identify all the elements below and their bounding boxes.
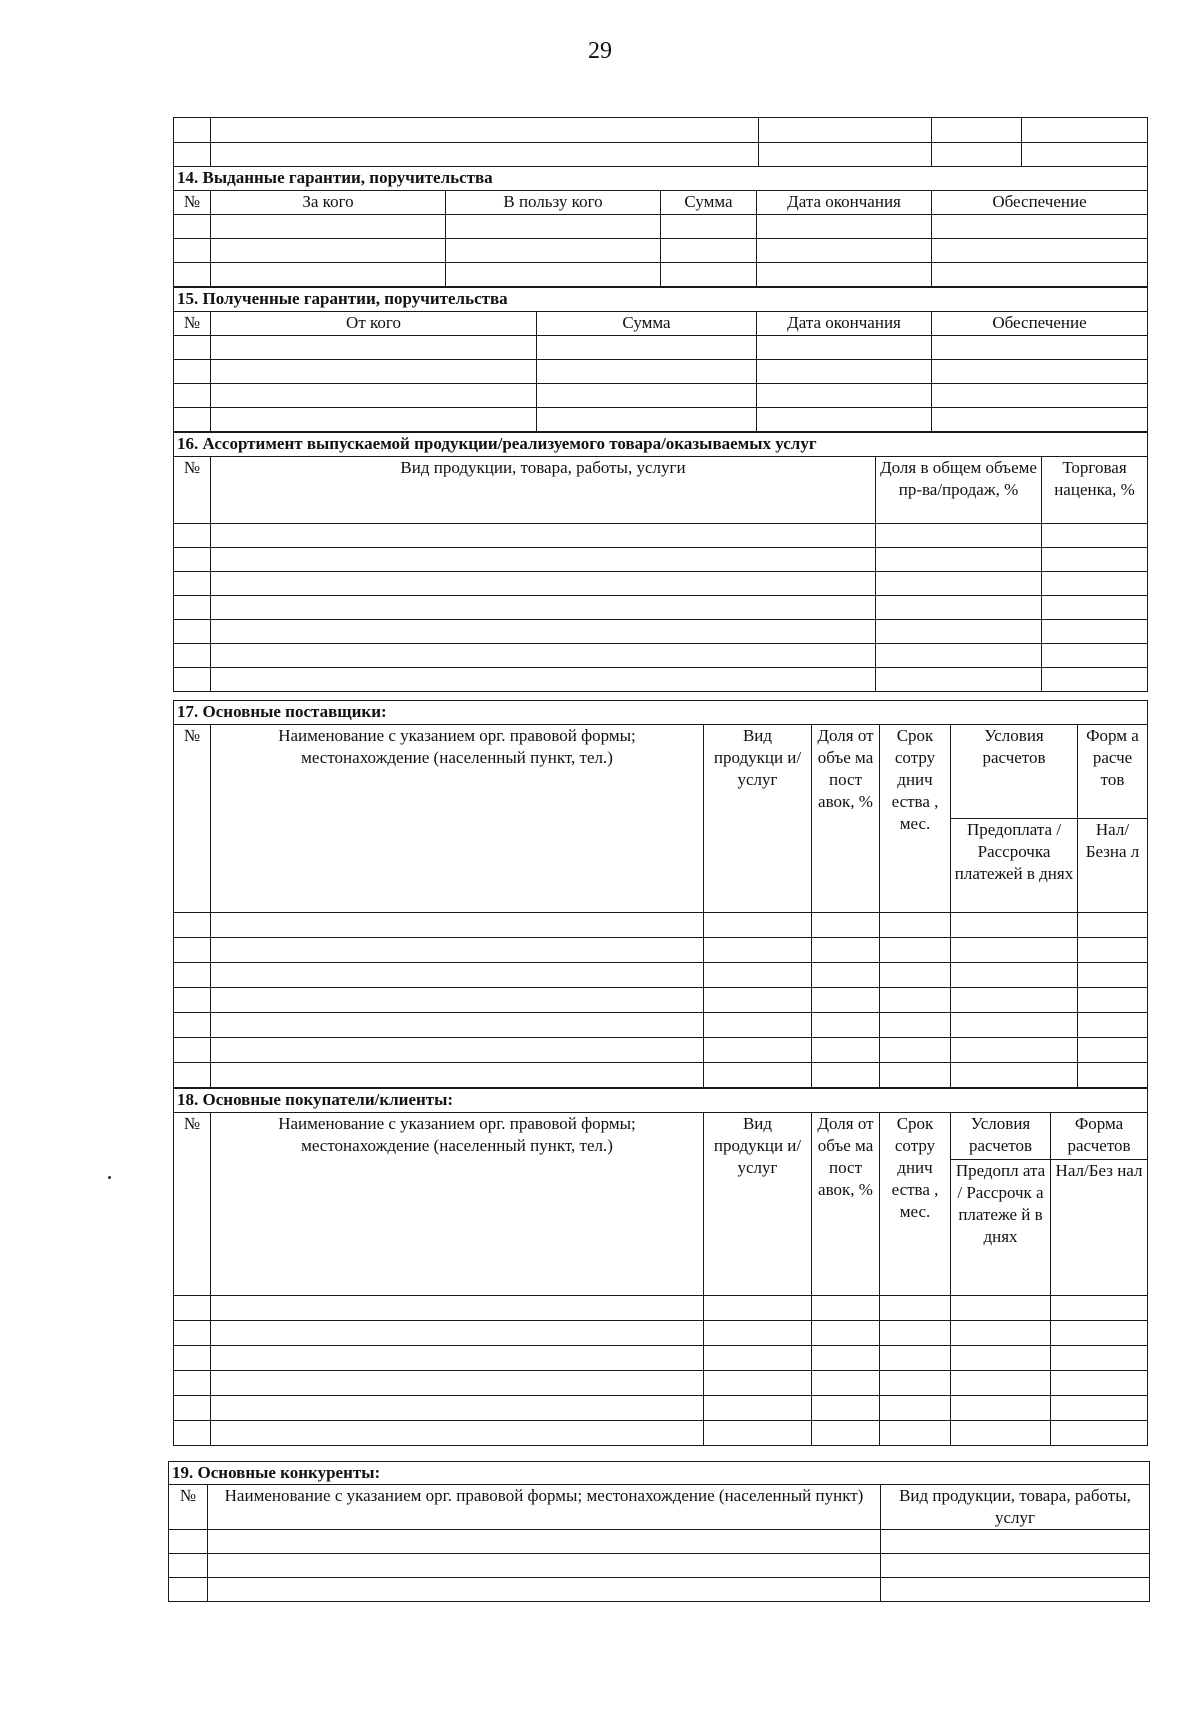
table-cell[interactable] bbox=[174, 1371, 211, 1396]
column-header-share: Доля от объе ма пост авок, % bbox=[812, 1113, 880, 1296]
table-cell[interactable] bbox=[880, 1063, 951, 1088]
column-header-num: № bbox=[169, 1485, 208, 1530]
table-cell[interactable] bbox=[446, 263, 661, 287]
column-header-prepay: Предопл ата / Рассрочк а платеже й в днях bbox=[951, 1160, 1051, 1296]
table-cell[interactable] bbox=[211, 360, 537, 384]
table-cell bbox=[174, 118, 211, 143]
column-header-amount: Сумма bbox=[537, 312, 757, 336]
table-cell[interactable] bbox=[1078, 988, 1148, 1013]
table-cell[interactable] bbox=[211, 384, 537, 408]
table-cell[interactable] bbox=[880, 1038, 951, 1063]
table-cell[interactable] bbox=[951, 913, 1078, 938]
table-cell[interactable] bbox=[1051, 1421, 1148, 1446]
table-cell[interactable] bbox=[208, 1530, 881, 1554]
table-cell[interactable] bbox=[1078, 1038, 1148, 1063]
table-cell[interactable] bbox=[211, 1421, 704, 1446]
column-header-num: № bbox=[174, 312, 211, 336]
column-header-num: № bbox=[174, 1113, 211, 1296]
column-header-type: Вид продукци и/услуг bbox=[704, 1113, 812, 1296]
table-cell[interactable] bbox=[951, 938, 1078, 963]
table-cell[interactable] bbox=[876, 548, 1042, 572]
table-cell[interactable] bbox=[757, 215, 932, 239]
section-18-title: 18. Основные покупатели/клиенты: bbox=[174, 1089, 1148, 1113]
table-cell[interactable] bbox=[880, 1346, 951, 1371]
section-14-table bbox=[173, 166, 1148, 287]
table-cell[interactable] bbox=[211, 1013, 704, 1038]
table-cell[interactable] bbox=[211, 408, 537, 432]
column-header-markup: Торговая наценка, % bbox=[1042, 457, 1148, 524]
table-cell[interactable] bbox=[174, 1346, 211, 1371]
table-cell[interactable] bbox=[880, 1396, 951, 1421]
table-cell[interactable] bbox=[174, 360, 211, 384]
table-cell[interactable] bbox=[211, 1346, 704, 1371]
table-cell[interactable] bbox=[876, 668, 1042, 692]
table-cell[interactable] bbox=[812, 1296, 880, 1321]
table-cell[interactable] bbox=[211, 263, 446, 287]
column-header-form: Форма расчетов bbox=[1051, 1113, 1148, 1160]
table-cell[interactable] bbox=[951, 988, 1078, 1013]
column-header-cash: Нал/Без нал bbox=[1051, 1160, 1148, 1296]
table-cell[interactable] bbox=[211, 1321, 704, 1346]
table-cell[interactable] bbox=[704, 1321, 812, 1346]
table-cell[interactable] bbox=[174, 336, 211, 360]
table-cell[interactable] bbox=[211, 596, 876, 620]
table-cell[interactable] bbox=[174, 1296, 211, 1321]
table-cell[interactable] bbox=[174, 963, 211, 988]
table-cell[interactable] bbox=[1078, 1013, 1148, 1038]
table-cell[interactable] bbox=[446, 239, 661, 263]
table-cell[interactable] bbox=[951, 1321, 1051, 1346]
table-cell[interactable] bbox=[757, 384, 932, 408]
table-cell[interactable] bbox=[174, 548, 211, 572]
table-cell[interactable] bbox=[174, 408, 211, 432]
table-cell[interactable] bbox=[951, 1371, 1051, 1396]
column-header-product-type: Вид продукции, товара, работы, услуги bbox=[211, 457, 876, 524]
table-cell[interactable] bbox=[812, 1321, 880, 1346]
table-cell[interactable] bbox=[812, 1346, 880, 1371]
table-cell[interactable] bbox=[757, 408, 932, 432]
table-cell bbox=[211, 118, 759, 143]
table-cell[interactable] bbox=[1051, 1346, 1148, 1371]
table-cell[interactable] bbox=[174, 1038, 211, 1063]
table-cell[interactable] bbox=[174, 1013, 211, 1038]
table-cell[interactable] bbox=[1042, 548, 1148, 572]
table-cell[interactable] bbox=[704, 1038, 812, 1063]
column-header-form: Форм а расче тов bbox=[1078, 725, 1148, 819]
table-cell[interactable] bbox=[211, 1296, 704, 1321]
table-cell[interactable] bbox=[932, 336, 1148, 360]
table-cell[interactable] bbox=[1051, 1296, 1148, 1321]
table-cell[interactable] bbox=[174, 1063, 211, 1088]
table-cell[interactable] bbox=[951, 1296, 1051, 1321]
table-cell[interactable] bbox=[881, 1530, 1150, 1554]
table-cell bbox=[211, 143, 759, 167]
table-cell[interactable] bbox=[704, 938, 812, 963]
table-cell[interactable] bbox=[932, 384, 1148, 408]
table-cell[interactable] bbox=[211, 913, 704, 938]
table-cell[interactable] bbox=[211, 668, 876, 692]
column-header-share: Доля в общем объеме пр-ва/продаж, % bbox=[876, 457, 1042, 524]
table-cell bbox=[1022, 118, 1148, 143]
table-cell[interactable] bbox=[880, 1371, 951, 1396]
table-cell[interactable] bbox=[932, 360, 1148, 384]
table-cell[interactable] bbox=[812, 1371, 880, 1396]
page-number: 29 bbox=[588, 38, 612, 64]
table-cell[interactable] bbox=[951, 1346, 1051, 1371]
table-cell[interactable] bbox=[174, 572, 211, 596]
column-header-end-date: Дата окончания bbox=[757, 312, 932, 336]
table-cell[interactable] bbox=[174, 938, 211, 963]
table-cell[interactable] bbox=[208, 1554, 881, 1578]
table-cell[interactable] bbox=[812, 913, 880, 938]
table-cell[interactable] bbox=[1042, 572, 1148, 596]
table-cell[interactable] bbox=[174, 1321, 211, 1346]
column-header-collateral: Обеспечение bbox=[932, 191, 1148, 215]
table-cell[interactable] bbox=[881, 1554, 1150, 1578]
column-header-num: № bbox=[174, 457, 211, 524]
column-header-cash: Нал/ Безна л bbox=[1078, 819, 1148, 913]
table-cell[interactable] bbox=[211, 215, 446, 239]
table-cell[interactable] bbox=[208, 1578, 881, 1602]
table-cell[interactable] bbox=[951, 1396, 1051, 1421]
table-cell[interactable] bbox=[174, 524, 211, 548]
table-cell[interactable] bbox=[211, 239, 446, 263]
table-cell[interactable] bbox=[174, 1396, 211, 1421]
table-cell[interactable] bbox=[812, 938, 880, 963]
table-cell[interactable] bbox=[880, 1321, 951, 1346]
continuation-table bbox=[173, 117, 1148, 167]
column-header-for-whom: За кого bbox=[211, 191, 446, 215]
table-cell[interactable] bbox=[757, 336, 932, 360]
table-cell[interactable] bbox=[812, 1063, 880, 1088]
table-cell[interactable] bbox=[951, 963, 1078, 988]
section-16-table bbox=[173, 432, 1148, 692]
table-cell[interactable] bbox=[661, 263, 757, 287]
table-cell[interactable] bbox=[880, 963, 951, 988]
table-cell[interactable] bbox=[704, 1013, 812, 1038]
table-cell[interactable] bbox=[932, 239, 1148, 263]
table-cell[interactable] bbox=[1042, 644, 1148, 668]
table-cell[interactable] bbox=[757, 239, 932, 263]
table-cell[interactable] bbox=[211, 524, 876, 548]
table-cell[interactable] bbox=[951, 1421, 1051, 1446]
table-cell[interactable] bbox=[876, 596, 1042, 620]
table-cell[interactable] bbox=[174, 263, 211, 287]
table-cell[interactable] bbox=[876, 572, 1042, 596]
section-16-title: 16. Ассортимент выпускаемой продукции/реализуемого товара/оказываемых услуг bbox=[174, 433, 1148, 457]
table-cell[interactable] bbox=[704, 988, 812, 1013]
table-cell[interactable] bbox=[211, 548, 876, 572]
table-cell[interactable] bbox=[537, 384, 757, 408]
table-cell[interactable] bbox=[174, 644, 211, 668]
table-cell[interactable] bbox=[880, 1013, 951, 1038]
column-header-conditions: Условия расчетов bbox=[951, 725, 1078, 819]
table-cell[interactable] bbox=[951, 1038, 1078, 1063]
table-cell[interactable] bbox=[211, 1063, 704, 1088]
column-header-term: Срок сотру днич ества , мес. bbox=[880, 1113, 951, 1296]
table-cell[interactable] bbox=[174, 668, 211, 692]
table-cell[interactable] bbox=[932, 408, 1148, 432]
section-19-title: 19. Основные конкуренты: bbox=[169, 1462, 1150, 1485]
table-cell[interactable] bbox=[880, 988, 951, 1013]
table-cell[interactable] bbox=[880, 913, 951, 938]
table-cell[interactable] bbox=[211, 620, 876, 644]
section-19-table bbox=[168, 1461, 1150, 1602]
table-cell[interactable] bbox=[169, 1530, 208, 1554]
table-cell[interactable] bbox=[661, 215, 757, 239]
table-cell[interactable] bbox=[211, 963, 704, 988]
table-cell[interactable] bbox=[211, 988, 704, 1013]
table-cell[interactable] bbox=[537, 360, 757, 384]
section-17-title: 17. Основные поставщики: bbox=[174, 701, 1148, 725]
column-header-term: Срок сотру днич ества , мес. bbox=[880, 725, 951, 913]
column-header-collateral: Обеспечение bbox=[932, 312, 1148, 336]
table-cell bbox=[932, 143, 1022, 167]
column-header-name: Наименование с указанием орг. правовой формы; местонахождение (населенный пункт) bbox=[208, 1485, 881, 1530]
table-cell[interactable] bbox=[446, 215, 661, 239]
table-cell[interactable] bbox=[881, 1578, 1150, 1602]
column-header-from-whom: От кого bbox=[211, 312, 537, 336]
column-header-end-date: Дата окончания bbox=[757, 191, 932, 215]
table-cell[interactable] bbox=[174, 913, 211, 938]
table-cell[interactable] bbox=[169, 1554, 208, 1578]
table-cell[interactable] bbox=[951, 1013, 1078, 1038]
table-cell[interactable] bbox=[211, 1038, 704, 1063]
section-17-table bbox=[173, 700, 1148, 1088]
table-cell[interactable] bbox=[1042, 668, 1148, 692]
table-cell bbox=[759, 118, 932, 143]
table-cell[interactable] bbox=[704, 1396, 812, 1421]
column-header-beneficiary: В пользу кого bbox=[446, 191, 661, 215]
column-header-prepay: Предоплата / Рассрочка платежей в днях bbox=[951, 819, 1078, 913]
column-header-name: Наименование с указанием орг. правовой формы; местонахождение (населенный пункт, тел.) bbox=[211, 725, 704, 913]
column-header-name: Наименование с указанием орг. правовой формы; местонахождение (населенный пункт, тел.) bbox=[211, 1113, 704, 1296]
column-header-share: Доля от объе ма пост авок, % bbox=[812, 725, 880, 913]
table-cell[interactable] bbox=[876, 644, 1042, 668]
table-cell[interactable] bbox=[1051, 1371, 1148, 1396]
table-cell[interactable] bbox=[932, 215, 1148, 239]
table-cell[interactable] bbox=[174, 384, 211, 408]
table-cell[interactable] bbox=[704, 1421, 812, 1446]
table-cell[interactable] bbox=[880, 1421, 951, 1446]
table-cell[interactable] bbox=[704, 1346, 812, 1371]
table-cell[interactable] bbox=[757, 263, 932, 287]
table-cell[interactable] bbox=[704, 963, 812, 988]
table-cell[interactable] bbox=[1078, 913, 1148, 938]
table-cell[interactable] bbox=[757, 360, 932, 384]
table-cell[interactable] bbox=[174, 988, 211, 1013]
table-cell bbox=[759, 143, 932, 167]
table-cell[interactable] bbox=[1042, 524, 1148, 548]
table-cell[interactable] bbox=[1078, 1063, 1148, 1088]
column-header-product-type: Вид продукции, товара, работы, услуг bbox=[881, 1485, 1150, 1530]
table-cell[interactable] bbox=[174, 596, 211, 620]
table-cell[interactable] bbox=[812, 1013, 880, 1038]
table-cell[interactable] bbox=[812, 1396, 880, 1421]
column-header-conditions: Условия расчетов bbox=[951, 1113, 1051, 1160]
table-cell[interactable] bbox=[1051, 1396, 1148, 1421]
table-cell[interactable] bbox=[704, 913, 812, 938]
section-18-table bbox=[173, 1088, 1148, 1446]
table-cell[interactable] bbox=[812, 1421, 880, 1446]
section-14-title: 14. Выданные гарантии, поручительства bbox=[174, 167, 1148, 191]
table-cell[interactable] bbox=[211, 336, 537, 360]
table-cell[interactable] bbox=[704, 1371, 812, 1396]
column-header-type: Вид продукци и/услуг bbox=[704, 725, 812, 913]
table-cell[interactable] bbox=[174, 620, 211, 644]
column-header-num: № bbox=[174, 725, 211, 913]
scan-speck bbox=[108, 1176, 111, 1179]
table-cell[interactable] bbox=[1051, 1321, 1148, 1346]
table-cell[interactable] bbox=[812, 988, 880, 1013]
table-cell bbox=[932, 118, 1022, 143]
table-cell[interactable] bbox=[211, 644, 876, 668]
table-cell bbox=[174, 143, 211, 167]
section-15-title: 15. Полученные гарантии, поручительства bbox=[174, 288, 1148, 312]
table-cell[interactable] bbox=[537, 336, 757, 360]
table-cell[interactable] bbox=[704, 1296, 812, 1321]
table-cell[interactable] bbox=[876, 620, 1042, 644]
table-cell[interactable] bbox=[211, 572, 876, 596]
table-cell[interactable] bbox=[812, 963, 880, 988]
table-cell[interactable] bbox=[880, 1296, 951, 1321]
table-cell[interactable] bbox=[1078, 938, 1148, 963]
table-cell[interactable] bbox=[174, 215, 211, 239]
column-header-num: № bbox=[174, 191, 211, 215]
column-header-amount: Сумма bbox=[661, 191, 757, 215]
table-cell[interactable] bbox=[932, 263, 1148, 287]
section-15-table bbox=[173, 287, 1148, 432]
table-cell[interactable] bbox=[537, 408, 757, 432]
table-cell[interactable] bbox=[1042, 620, 1148, 644]
table-cell[interactable] bbox=[174, 239, 211, 263]
table-cell[interactable] bbox=[211, 1396, 704, 1421]
table-cell[interactable] bbox=[1078, 963, 1148, 988]
table-cell[interactable] bbox=[876, 524, 1042, 548]
table-cell[interactable] bbox=[174, 1421, 211, 1446]
table-cell[interactable] bbox=[211, 1371, 704, 1396]
table-cell[interactable] bbox=[812, 1038, 880, 1063]
table-cell[interactable] bbox=[661, 239, 757, 263]
table-cell[interactable] bbox=[951, 1063, 1078, 1088]
table-cell[interactable] bbox=[169, 1578, 208, 1602]
table-cell[interactable] bbox=[1042, 596, 1148, 620]
table-cell bbox=[1022, 143, 1148, 167]
table-cell[interactable] bbox=[704, 1063, 812, 1088]
table-cell[interactable] bbox=[880, 938, 951, 963]
table-cell[interactable] bbox=[211, 938, 704, 963]
